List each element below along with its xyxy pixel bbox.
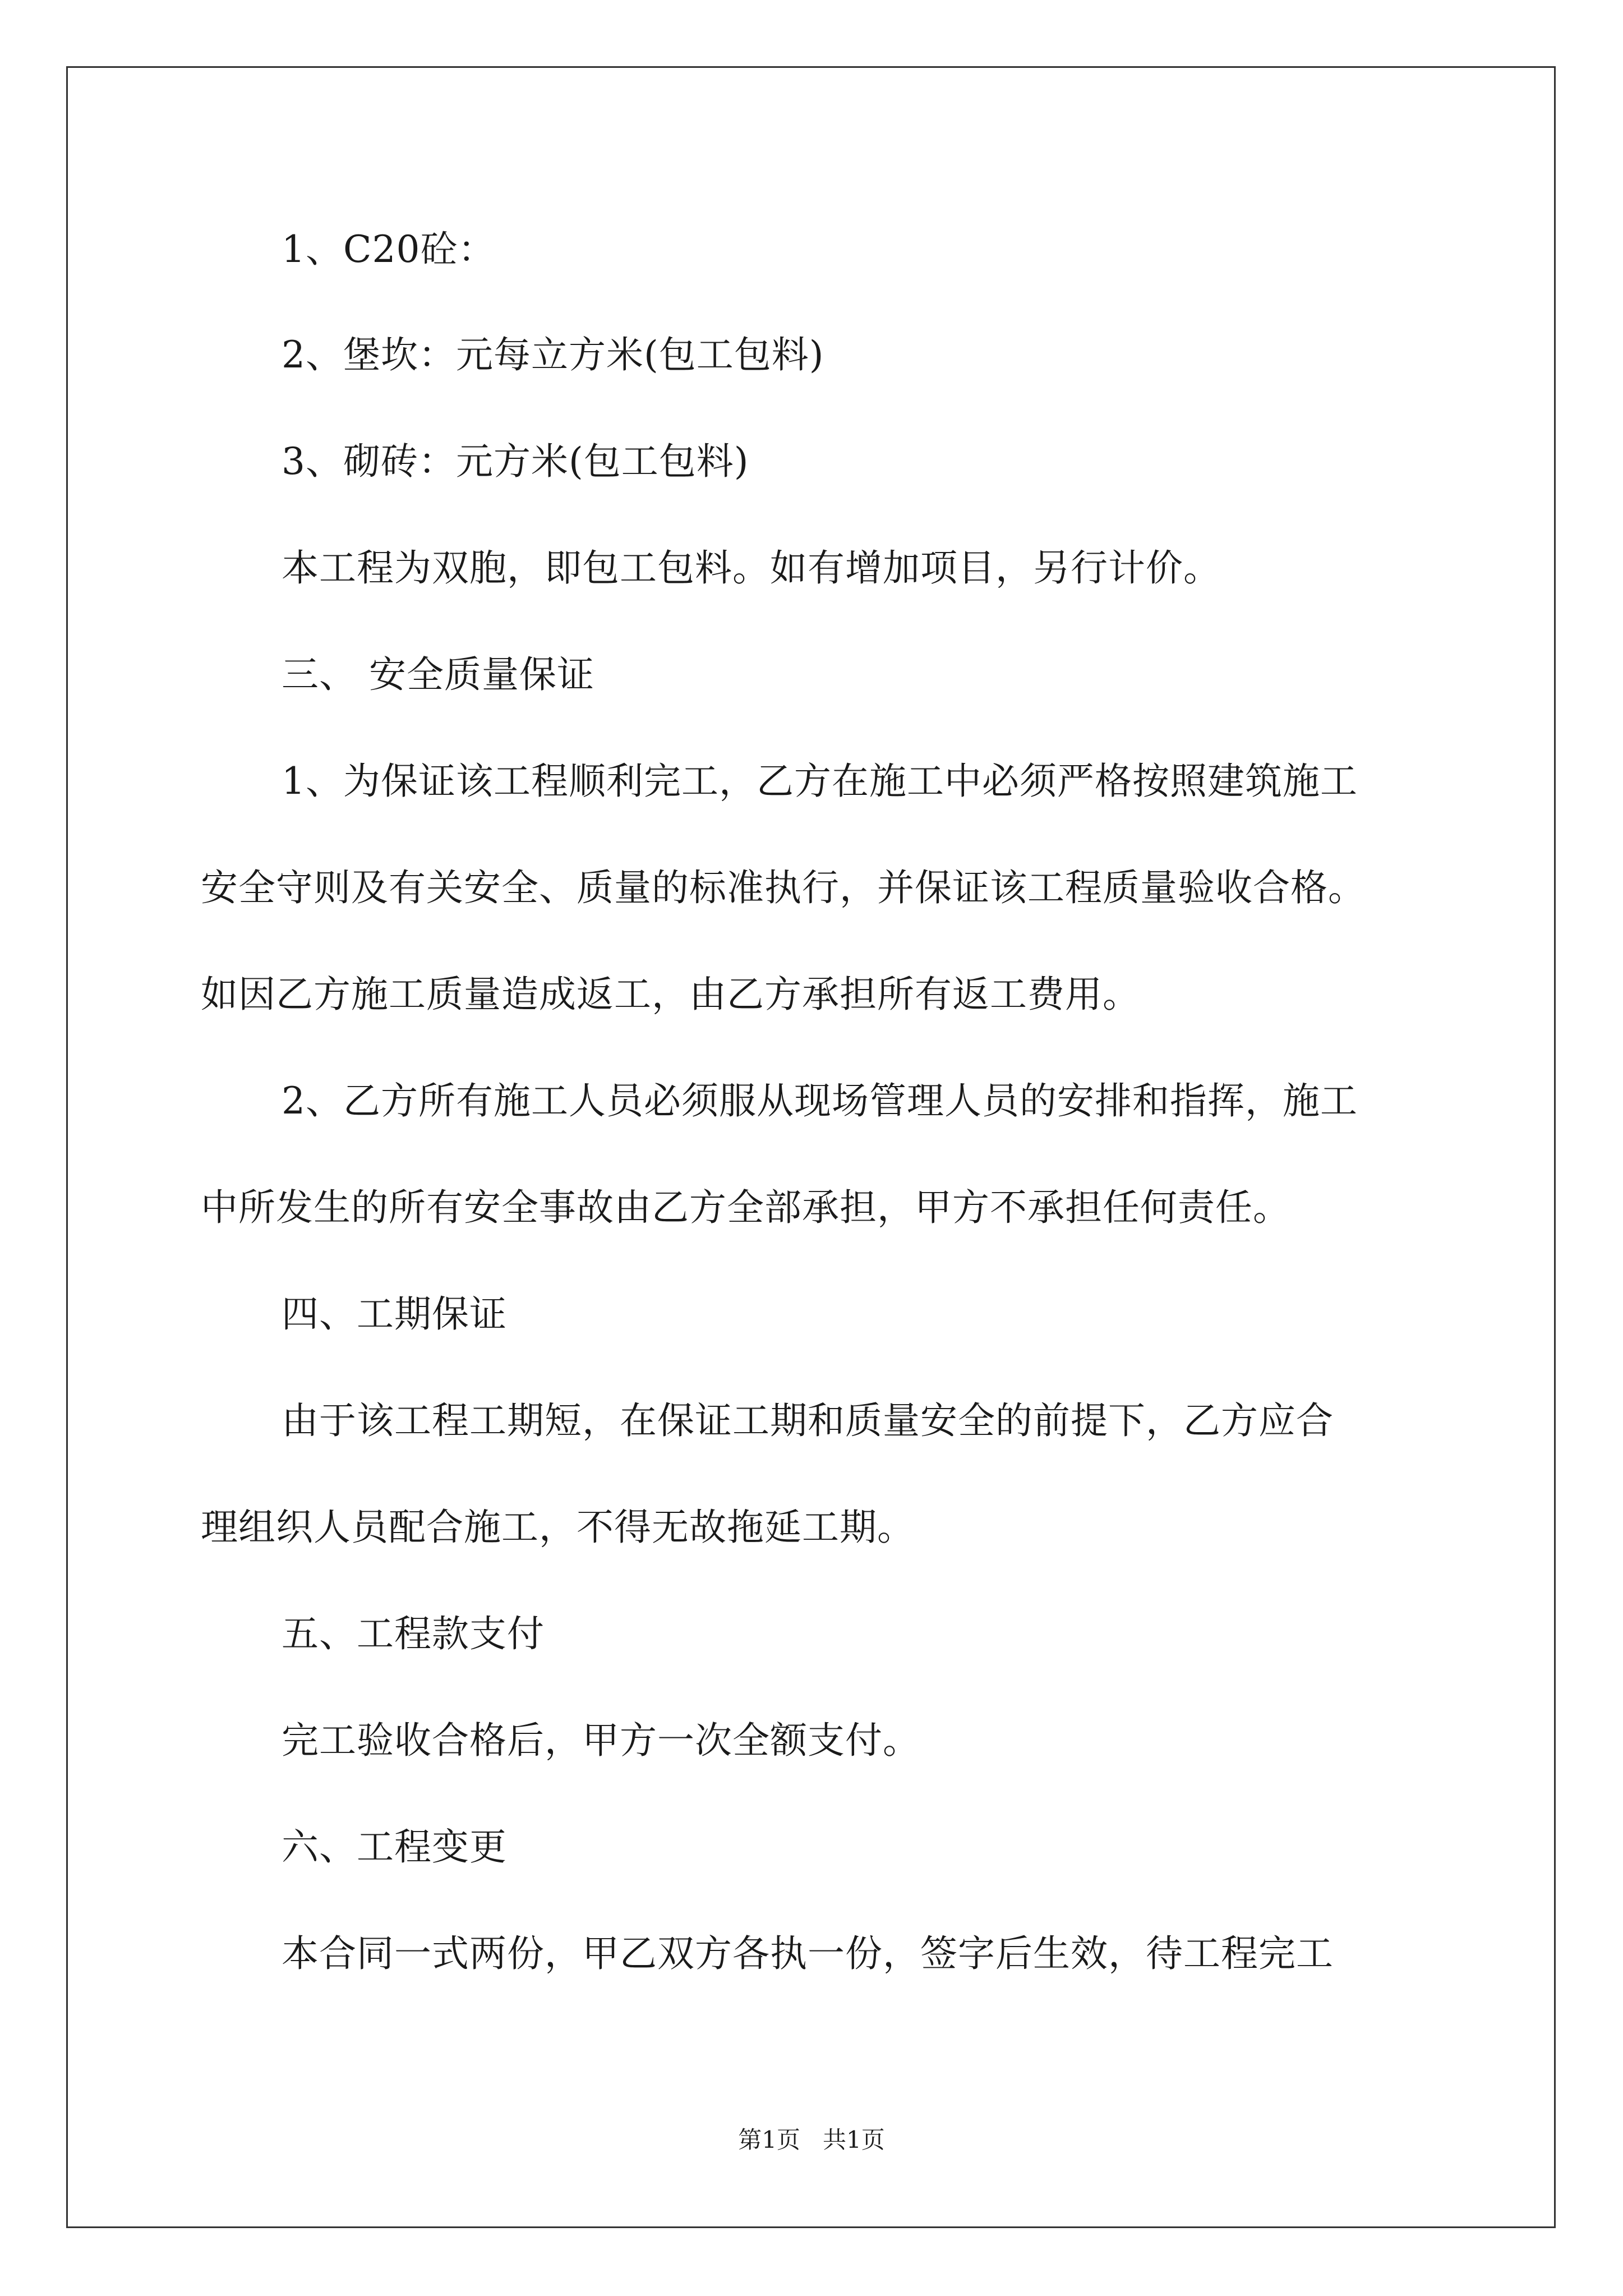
section-heading: 三、 安全质量保证 [282, 653, 594, 696]
text-line: 理组织人员配合施工，不得无故拖延工期。 [201, 1506, 915, 1549]
section-heading: 六、工程变更 [282, 1825, 507, 1869]
text-line: 由于该工程工期短，在保证工期和质量安全的前提下，乙方应合 [282, 1399, 1334, 1442]
text-line: 1、C20砼： [282, 228, 496, 271]
text-line: 1、为保证该工程顺利完工，乙方在施工中必须严格按照建筑施工 [282, 760, 1358, 803]
text-line: 本工程为双胞，即包工包料。如有增加项目，另行计价。 [282, 546, 1221, 590]
text-line: 2、堡坎：元每立方米(包工包料) [282, 333, 824, 376]
text-line: 中所发生的所有安全事故由乙方全部承担，甲方不承担任何责任。 [201, 1186, 1290, 1229]
text-line: 安全守则及有关安全、质量的标准执行，并保证该工程质量验收合格。 [201, 866, 1366, 909]
page-number-footer: 第1页 共1页 [738, 2126, 885, 2154]
text-line: 3、砌砖：元方米(包工包料) [282, 440, 749, 483]
text-line: 如因乙方施工质量造成返工，由乙方承担所有返工费用。 [201, 973, 1140, 1016]
text-line: 完工验收合格后，甲方一次全额支付。 [282, 1719, 920, 1762]
section-heading: 四、工期保证 [282, 1292, 507, 1336]
text-line: 2、乙方所有施工人员必须服从现场管理人员的安排和指挥，施工 [282, 1079, 1358, 1122]
text-line: 本合同一式两份，甲乙双方各执一份，签字后生效，待工程完工 [282, 1932, 1334, 1975]
section-heading: 五、工程款支付 [282, 1612, 545, 1655]
